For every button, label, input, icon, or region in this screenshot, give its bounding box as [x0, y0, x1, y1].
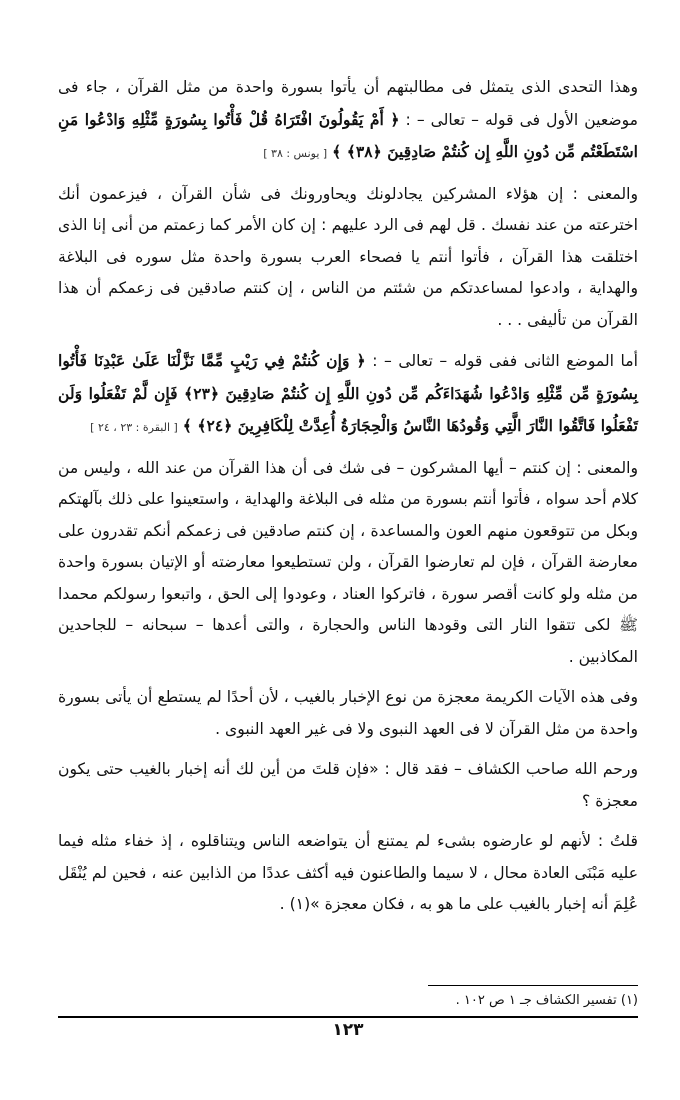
paragraph-text: ورحم الله صاحب الكشاف – فقد قال : «فإن قلتَ من أين لك أنه إخبار بالغيب حتى يكون معجزة ؟ [58, 760, 638, 810]
book-page [58, 72, 638, 1072]
paragraph-6 [58, 754, 638, 817]
paragraph-3 [58, 345, 638, 444]
quran-verse: ﴿ أَمْ يَقُولُونَ افْتَرَاهُ قُلْ فَأْتُوا بِسُورَةٍ مِّثْلِهِ وَادْعُوا مَنِ اسْتَطَعْتُم مِّن دُونِ اللَّهِ إِن كُنتُمْ صَادِقِينَ ﴿٣٨﴾ ﴾ [58, 109, 638, 161]
paragraph-text: وفى هذه الآيات الكريمة معجزة من نوع الإخبار بالغيب ، لأن أحدًا لم يستطع أن يأتى بسورة واحدة من مثل القرآن لا فى العهد النبوى ولا فى غير العهد النبوى . [58, 688, 638, 738]
page-number: ١٢٣ [332, 1020, 364, 1040]
quran-verse: ﴿ وَإِن كُنتُمْ فِي رَيْبٍ مِّمَّا نَزَّلْنَا عَلَىٰ عَبْدِنَا فَأْتُوا بِسُورَةٍ مِّن مِّثْلِهِ وَادْعُوا شُهَدَاءَكُم مِّن دُونِ اللَّهِ إِن كُنتُمْ صَادِقِينَ ﴿٢٣﴾ فَإِن لَّمْ تَفْعَلُوا وَلَن تَفْعَلُوا فَاتَّقُوا النَّارَ الَّتِي وَقُودُهَا النَّاسُ وَالْحِجَارَةُ أُعِدَّتْ لِلْكَافِرِينَ ﴿٢٤﴾ ﴾ [58, 351, 638, 435]
verse-reference: [ البقرة : ٢٣ ، ٢٤ ] [90, 421, 178, 434]
paragraph-text: قلتُ : لأنهم لو عارضوه بشىء لم يمتنع أن يتواضعه الناس ويتناقلوه ، إذ خفاء مثله فيما عليه مَبْنَى العادة محال ، لا سيما والطاعنون فيه أكثف عددًا من الذابين عنه ، فحين لم يُنْقَل عُلِمَ أنه إخبار بالغيب على ما هو به ، فكان معجزة »(١) . [58, 832, 638, 913]
page-bottom-rule [58, 1016, 638, 1018]
paragraph-text: أما الموضع الثانى ففى قوله – تعالى – : [365, 352, 638, 370]
verse-reference: [ يونس : ٣٨ ] [263, 147, 328, 160]
footnote-divider [428, 985, 638, 986]
paragraph-7 [58, 826, 638, 921]
paragraph-1 [58, 72, 638, 170]
paragraph-4 [58, 453, 638, 674]
paragraph-text: وهذا التحدى الذى يتمثل فى مطالبتهم أن يأتوا بسورة واحدة من مثل القرآن ، جاء فى موضعين الأول فى قوله – تعالى – : [58, 78, 638, 129]
footnote: (١) تفسير الكشاف جـ ١ ص ١٠٢ . [455, 993, 638, 1008]
paragraph-2 [58, 179, 638, 337]
paragraph-text: والمعنى : إن هؤلاء المشركين يجادلونك ويحاورونك فى شأن القرآن ، فيزعمون أنك اخترعته من عند نفسك . قل لهم فى الرد عليهم : إن كان الأمر كما زعمتم من أنى إنا الذى اختلقت هذا القرآن ، فأتوا أنتم يا فصحاء العرب بسورة واحدة مثل سوره فى البلاغة والهداية ، وادعوا لمساعدتكم من شئتم من الناس ، إن كنتم صادقين فى زعمكم أن هذا القرآن من تأليفى . . . [58, 184, 638, 329]
paragraph-text: والمعنى : إن كنتم – أيها المشركون – فى شك فى أن هذا القرآن من عند الله ، وليس من كلام أحد سواه ، فأتوا أنتم بسورة من مثله فى البلاغة والهداية ، واستعينوا على ذلك بآلهتكم وبكل من تتوقعون منهم العون والمساعدة ، إن كنتم صادقين فى زعمكم أنكم تقدرون على معارضة القرآن ، فإن لم تعارضوا القرآن ، ولن تستطيعوا معارضته أو الإتيان بسورة واحدة من مثله ولو كانت أقصر سورة ، فاتركوا العناد ، وعودوا إلى الحق ، واتبعوا رسولكم محمدا ﷺ لكى تتقوا النار التى وقودها الناس والحجارة ، والتى أعدها – سبحانه – للجاحدين المكاذبين . [58, 458, 638, 666]
paragraph-5 [58, 682, 638, 745]
